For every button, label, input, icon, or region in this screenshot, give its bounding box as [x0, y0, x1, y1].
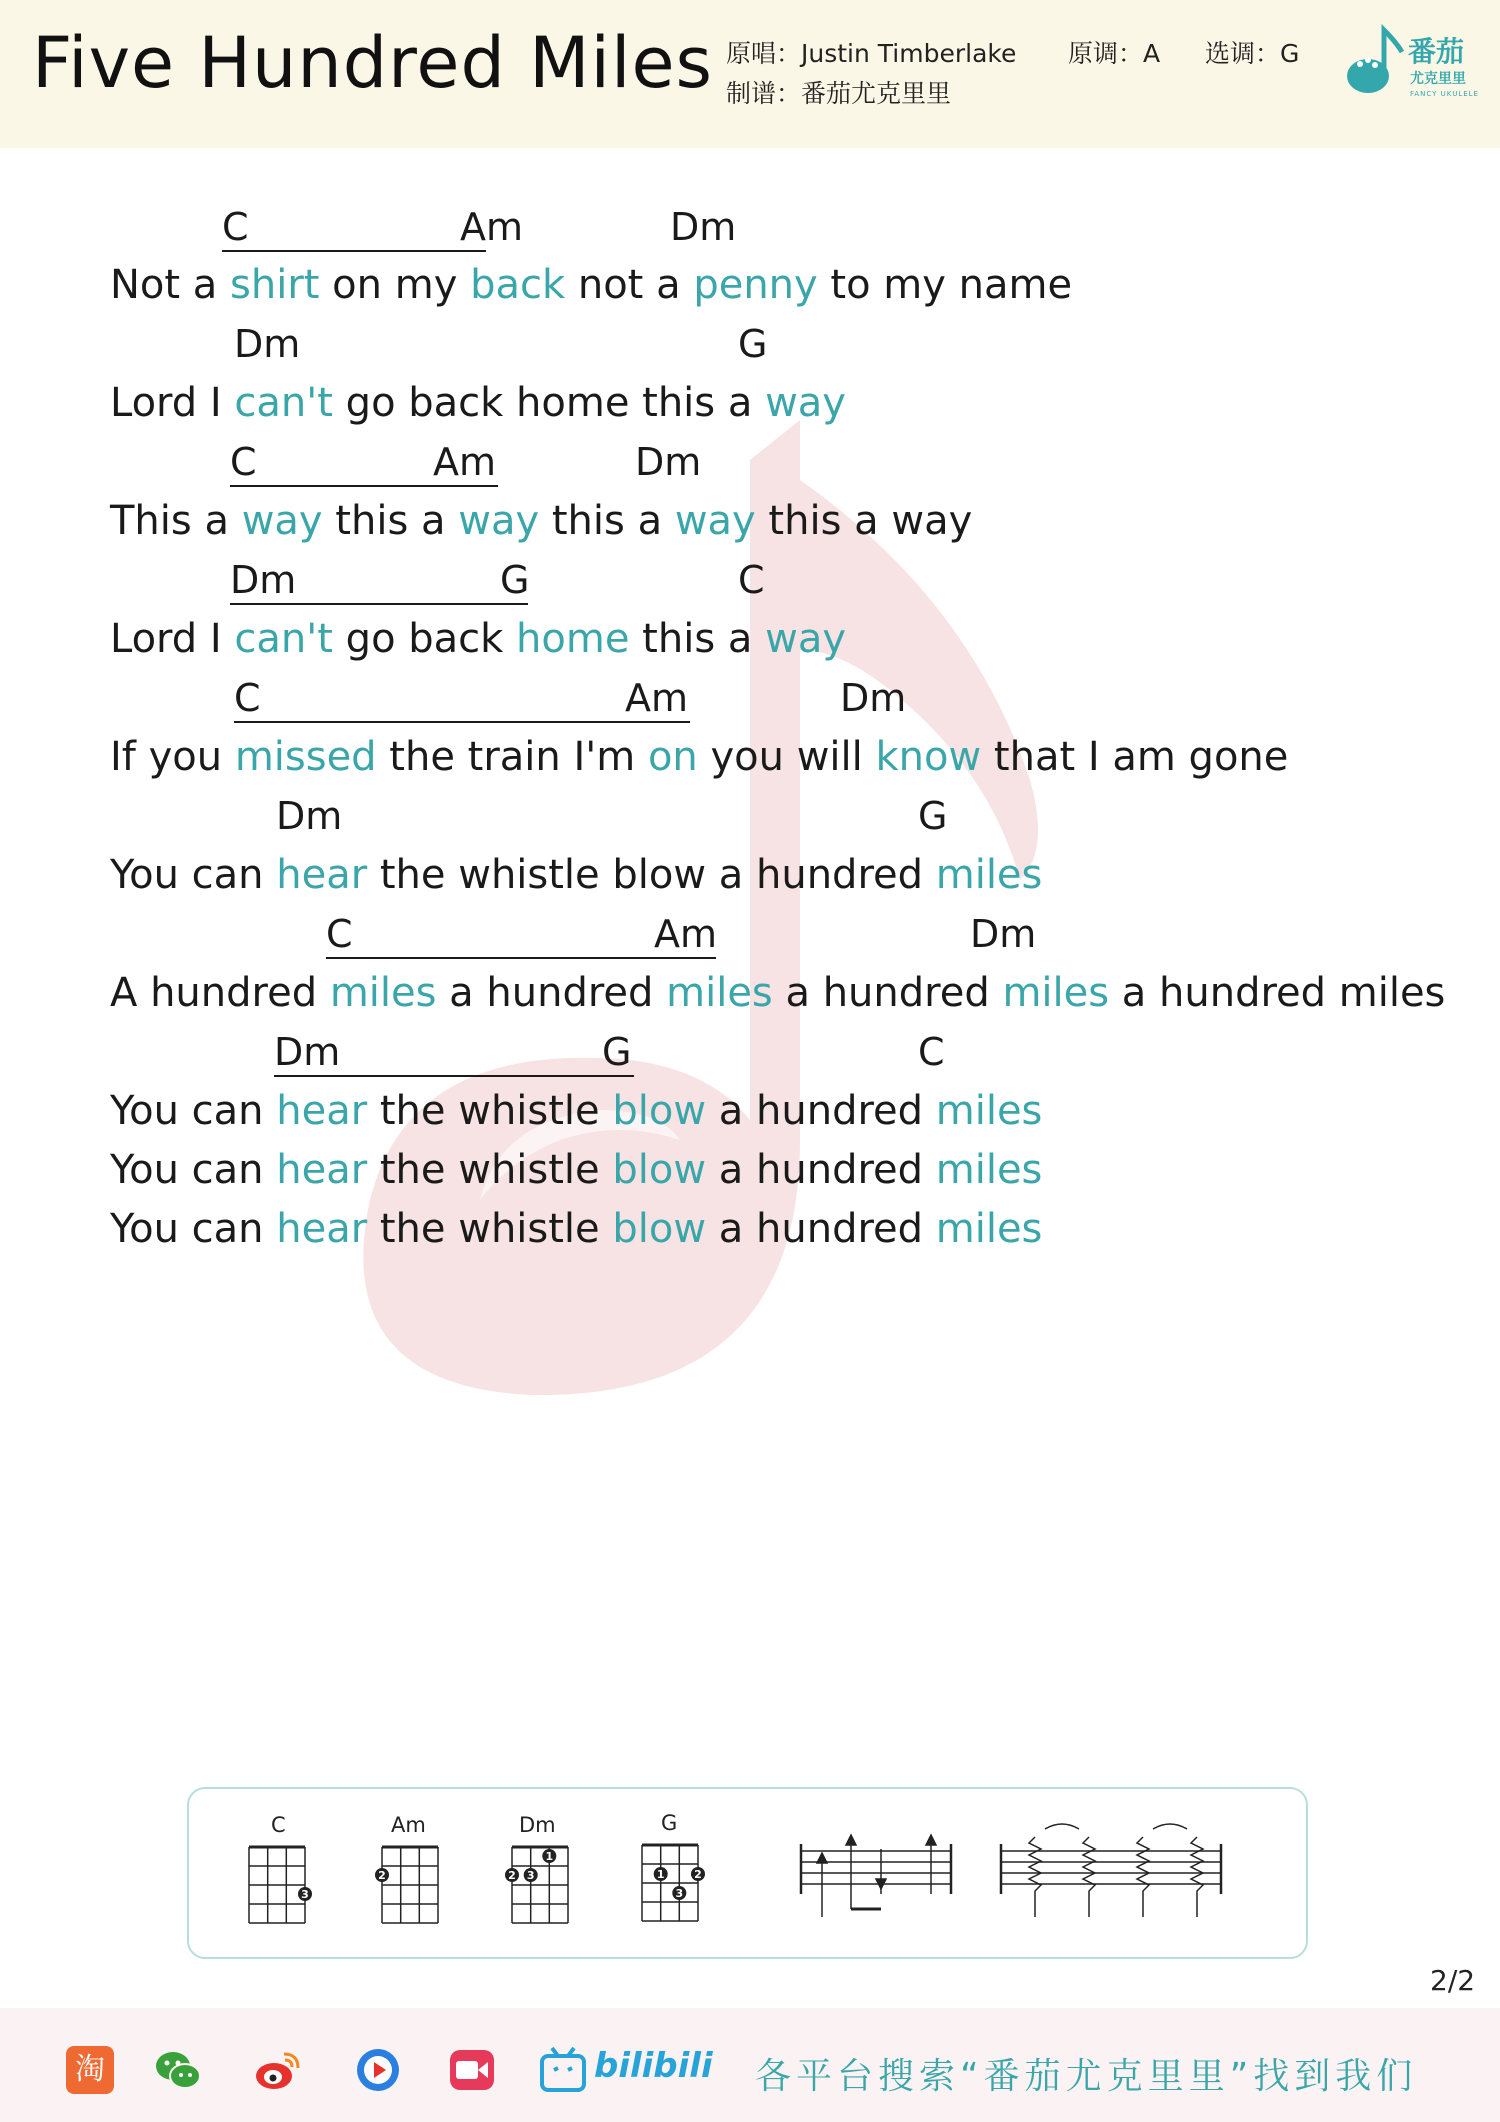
strum-underline [234, 721, 690, 723]
taobao-icon[interactable]: 淘 [66, 2046, 114, 2094]
footer-search-text: 各平台搜索“番茄尤克里里”找到我们 [755, 2056, 1418, 2097]
chord-label: Dm [276, 794, 343, 838]
selected-key: 选调：G [1205, 39, 1300, 68]
brand-logo: 番茄 尤克里里 FANCY UKULELE [1344, 24, 1484, 104]
music-note-watermark-icon [330, 420, 1090, 1400]
original-key: 原调：A [1068, 39, 1161, 68]
chord-label: Dm [635, 440, 702, 484]
chord-diagram-panel [187, 1787, 1308, 1959]
chord-diagram-name: G [661, 1811, 678, 1835]
chord-label: C [326, 912, 353, 956]
arranger-info: 制谱：番茄尤克里里 [726, 79, 952, 108]
chord-label: Am [460, 205, 524, 249]
footer: 淘 bilibili 各平台搜索“番茄尤克里里”找到我们 [0, 2008, 1500, 2122]
weibo-icon[interactable] [254, 2046, 302, 2094]
lyric-line: You can hear the whistle blow a hundred miles [110, 852, 1043, 898]
header [0, 0, 1500, 148]
strum-underline [274, 1075, 634, 1077]
chord-label: C [918, 1030, 945, 1074]
song-title: Five Hundred Miles [32, 22, 713, 104]
chord-diagram-name: Am [391, 1813, 426, 1837]
lyric-line: Lord I can't go back home this a way [110, 380, 846, 426]
camera-app-icon[interactable] [448, 2046, 496, 2094]
chord-diagram-name: C [271, 1813, 286, 1837]
chord-fretboards [189, 1789, 1306, 1957]
strum-underline [326, 957, 716, 959]
chord-label: Dm [274, 1030, 341, 1074]
chord-label: C [222, 205, 249, 249]
svg-text:3: 3 [526, 1869, 535, 1882]
lyric-line: Lord I can't go back home this a way [110, 616, 847, 662]
svg-text:3: 3 [301, 1888, 309, 1901]
lyric-line: You can hear the whistle blow a hundred miles [110, 1206, 1043, 1252]
chord-label: C [230, 440, 257, 484]
svg-text:2: 2 [508, 1869, 516, 1882]
chord-label: C [738, 558, 765, 602]
strum-underline [230, 603, 528, 605]
chord-diagram-name: Dm [519, 1813, 556, 1837]
chord-label: Dm [234, 322, 301, 366]
strum-underline [230, 485, 498, 487]
lyric-line: This a way this a way this a way this a way [110, 498, 973, 544]
chord-label: Am [433, 440, 497, 484]
chord-label: Dm [670, 205, 737, 249]
svg-text:1: 1 [656, 1868, 665, 1881]
svg-text:3: 3 [675, 1887, 684, 1900]
chord-label: C [234, 676, 261, 720]
chord-label: G [738, 322, 768, 366]
chord-label: Am [625, 676, 689, 720]
lyric-line: You can hear the whistle blow a hundred miles [110, 1147, 1043, 1193]
chord-label: Dm [230, 558, 297, 602]
wechat-icon[interactable] [154, 2046, 202, 2094]
lyric-line: Not a shirt on my back not a penny to my name [110, 262, 1073, 308]
chord-label: Dm [840, 676, 907, 720]
chord-label: Dm [970, 912, 1037, 956]
bilibili-tv-icon [538, 2044, 590, 2096]
svg-text:2: 2 [378, 1869, 386, 1882]
lyric-line: If you missed the train I'm on you will know that I am gone [110, 734, 1289, 780]
singer-info: 原唱：Justin Timberlake [726, 39, 1017, 68]
svg-text:1: 1 [545, 1850, 554, 1863]
svg-text:2: 2 [694, 1868, 702, 1881]
music-note-logo-icon [1344, 24, 1408, 104]
chord-label: G [918, 794, 948, 838]
lyric-line: You can hear the whistle blow a hundred miles [110, 1088, 1043, 1134]
video-player-icon[interactable] [354, 2046, 402, 2094]
lyric-line: A hundred miles a hundred miles a hundred miles a hundred miles [110, 970, 1446, 1016]
page-number: 2/2 [1430, 1964, 1476, 1997]
strum-underline [222, 250, 486, 252]
chord-label: Am [654, 912, 718, 956]
chord-label: G [500, 558, 530, 602]
chord-label: G [602, 1030, 632, 1074]
